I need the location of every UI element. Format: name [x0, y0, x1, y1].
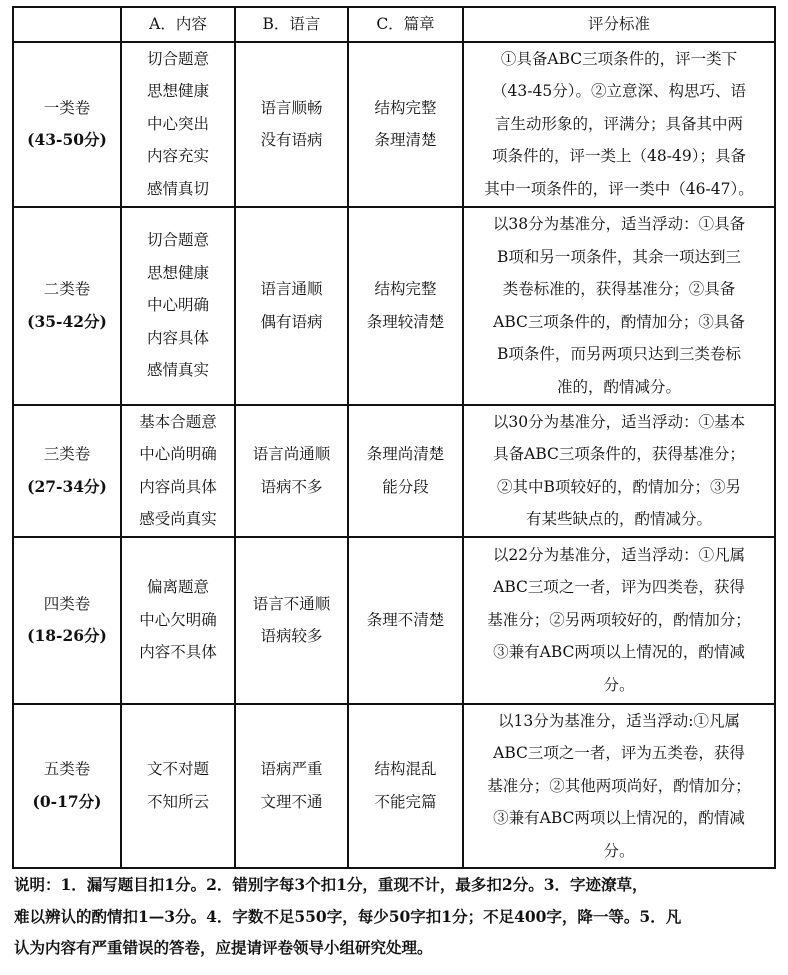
table-row: [13, 537, 775, 704]
language-line: 语言尚通顺: [252, 445, 331, 463]
notes-line: 难以辨认的酌情扣1—3分。4．字数不足550字，每少50字扣1分；不足400字，降一等。5．凡: [14, 906, 682, 926]
language-line: 语言不通顺: [252, 594, 331, 613]
criteria-line: B项和另一项条件，其余一项达到三: [497, 247, 741, 266]
content-cell: [121, 207, 235, 405]
language-line: 偶有语病: [260, 312, 323, 331]
criteria-line: 具备ABC三项条件的，获得基准分；: [493, 445, 745, 463]
level-name: 五类卷: [43, 760, 91, 779]
essay-grading-rubric-table: [12, 6, 776, 869]
content-line: 基本合题意: [139, 412, 217, 431]
language-line: 语言顺畅: [260, 98, 323, 117]
level-name: 二类卷: [43, 280, 91, 298]
level-range: (35-42分): [27, 311, 107, 331]
language-cell: [235, 405, 348, 537]
header-level: [13, 7, 121, 42]
structure-cell: [348, 405, 463, 537]
level-name: 三类卷: [43, 445, 91, 463]
notes-line: 认为内容有严重错误的答卷，应提请评卷领导小组研究处理。: [14, 938, 433, 957]
criteria-line: 项条件的，评一类上（48-49）；具备: [492, 147, 746, 166]
criteria-line: 其中一项条件的，评一类中（46-47）。: [484, 179, 754, 198]
criteria-line: ABC三项条件的，酌情加分；③具备: [493, 312, 745, 331]
criteria-line: 以13分为基准分，适当浮动:①凡属: [498, 711, 740, 730]
structure-line: 能分段: [382, 477, 429, 496]
structure-line: 结构完整: [374, 280, 437, 298]
structure-line: 结构混乱: [374, 760, 437, 779]
table-header-row: [13, 7, 775, 42]
table-row: [13, 207, 775, 405]
content-line: 思想健康: [146, 263, 209, 282]
structure-line: 条理尚清楚: [366, 445, 445, 463]
criteria-line: 准的，酌情减分。: [556, 377, 681, 396]
criteria-line: 分。: [603, 841, 635, 860]
language-line: 语言通顺: [260, 280, 323, 298]
level-cell: [13, 405, 121, 537]
content-line: 思想健康: [146, 82, 209, 101]
criteria-line: 以30分为基准分，适当浮动：①基本: [492, 412, 746, 431]
level-range: (18-26分): [27, 626, 107, 645]
content-line: 中心明确: [146, 296, 209, 315]
level-range: (27-34分): [27, 476, 107, 496]
language-line: 语病不多: [260, 477, 323, 496]
content-line: 中心突出: [146, 114, 209, 133]
grading-notes: [14, 869, 774, 964]
criteria-line: 以38分为基准分，适当浮动：①具备: [492, 215, 746, 233]
structure-line: 条理较清楚: [366, 312, 445, 331]
header-criteria: 评分标准: [463, 7, 775, 42]
structure-line: 条理不清楚: [366, 610, 445, 629]
language-line: 语病较多: [260, 627, 323, 645]
content-cell: [121, 42, 235, 207]
criteria-line: ①具备ABC三项条件的，评一类下: [500, 49, 738, 68]
language-line: 语病严重: [260, 760, 323, 779]
header-language: B．语言: [235, 7, 348, 42]
level-range: (0-17分): [32, 791, 102, 811]
structure-cell: [348, 704, 463, 869]
header-structure: C．篇章: [348, 7, 463, 42]
criteria-line: 言生动形象的，评满分；具备其中两: [494, 114, 743, 133]
level-cell: [13, 207, 121, 405]
header-content: A．内容: [121, 7, 235, 42]
level-name: 一类卷: [43, 98, 91, 117]
content-line: 中心欠明确: [139, 610, 217, 629]
criteria-line: 类卷标准的，获得基准分；②具备: [502, 280, 736, 298]
content-line: 偏离题意: [146, 578, 209, 597]
structure-cell: [348, 537, 463, 704]
notes-line: 说明：1．漏写题目扣1分。2．错别字每3个扣1分，重现不计，最多扣2分。3．字迹潦草，: [14, 875, 648, 894]
content-line: 感情真切: [146, 179, 209, 198]
language-cell: [235, 704, 348, 869]
criteria-cell: [463, 704, 775, 869]
content-line: 内容具体: [146, 328, 209, 347]
criteria-line: B项条件，而另两项只达到三类卷标: [497, 345, 741, 363]
content-cell: [121, 537, 235, 704]
level-name: 四类卷: [43, 594, 91, 613]
language-cell: [235, 207, 348, 405]
content-line: 中心尚明确: [139, 445, 217, 463]
structure-cell: [348, 42, 463, 207]
table-row: [13, 42, 775, 207]
content-line: 文不对题: [146, 760, 209, 779]
language-line: 没有语病: [260, 131, 323, 149]
table-row: [13, 704, 775, 869]
level-cell: [13, 704, 121, 869]
criteria-line: 有某些缺点的，酌情减分。: [525, 510, 712, 528]
level-cell: [13, 42, 121, 207]
content-line: 内容尚具体: [139, 477, 217, 496]
structure-line: 结构完整: [374, 98, 437, 117]
language-cell: [235, 537, 348, 704]
language-line: 文理不通: [260, 792, 323, 811]
criteria-line: 以22分为基准分，适当浮动：①凡属: [492, 545, 746, 564]
structure-cell: [348, 207, 463, 405]
criteria-line: ABC三项之一者，评为五类卷，获得: [493, 744, 745, 762]
structure-line: 条理清楚: [374, 131, 437, 149]
content-line: 切合题意: [146, 49, 209, 68]
level-cell: [13, 537, 121, 704]
criteria-cell: [463, 42, 775, 207]
criteria-line: ③兼有ABC两项以上情况的，酌情减: [493, 809, 745, 827]
criteria-cell: [463, 207, 775, 405]
language-cell: [235, 42, 348, 207]
structure-line: 不能完篇: [374, 792, 437, 811]
content-line: 切合题意: [146, 231, 209, 250]
content-cell: [121, 704, 235, 869]
criteria-line: 基准分；②另两项较好的，酌情加分；: [487, 610, 751, 629]
criteria-line: ③兼有ABC两项以上情况的，酌情减: [493, 643, 745, 662]
content-line: 感情真实: [146, 361, 209, 380]
content-line: 内容不具体: [139, 643, 217, 662]
content-cell: [121, 405, 235, 537]
criteria-line: 分。: [603, 675, 635, 694]
criteria-line: ABC三项之一者，评为四类卷，获得: [493, 578, 745, 597]
table-row: [13, 405, 775, 537]
content-line: 内容充实: [146, 147, 209, 166]
criteria-cell: [463, 405, 775, 537]
criteria-line: ②其中B项较好的，酌情加分；③另: [497, 477, 741, 496]
content-line: 不知所云: [146, 792, 209, 811]
content-line: 感受尚真实: [139, 510, 217, 528]
criteria-line: （43-45分）。②立意深、构思巧、语: [492, 82, 746, 101]
level-range: (43-50分): [27, 130, 107, 149]
criteria-line: 基准分；②其他两项尚好，酌情加分；: [487, 776, 751, 795]
criteria-cell: [463, 537, 775, 704]
